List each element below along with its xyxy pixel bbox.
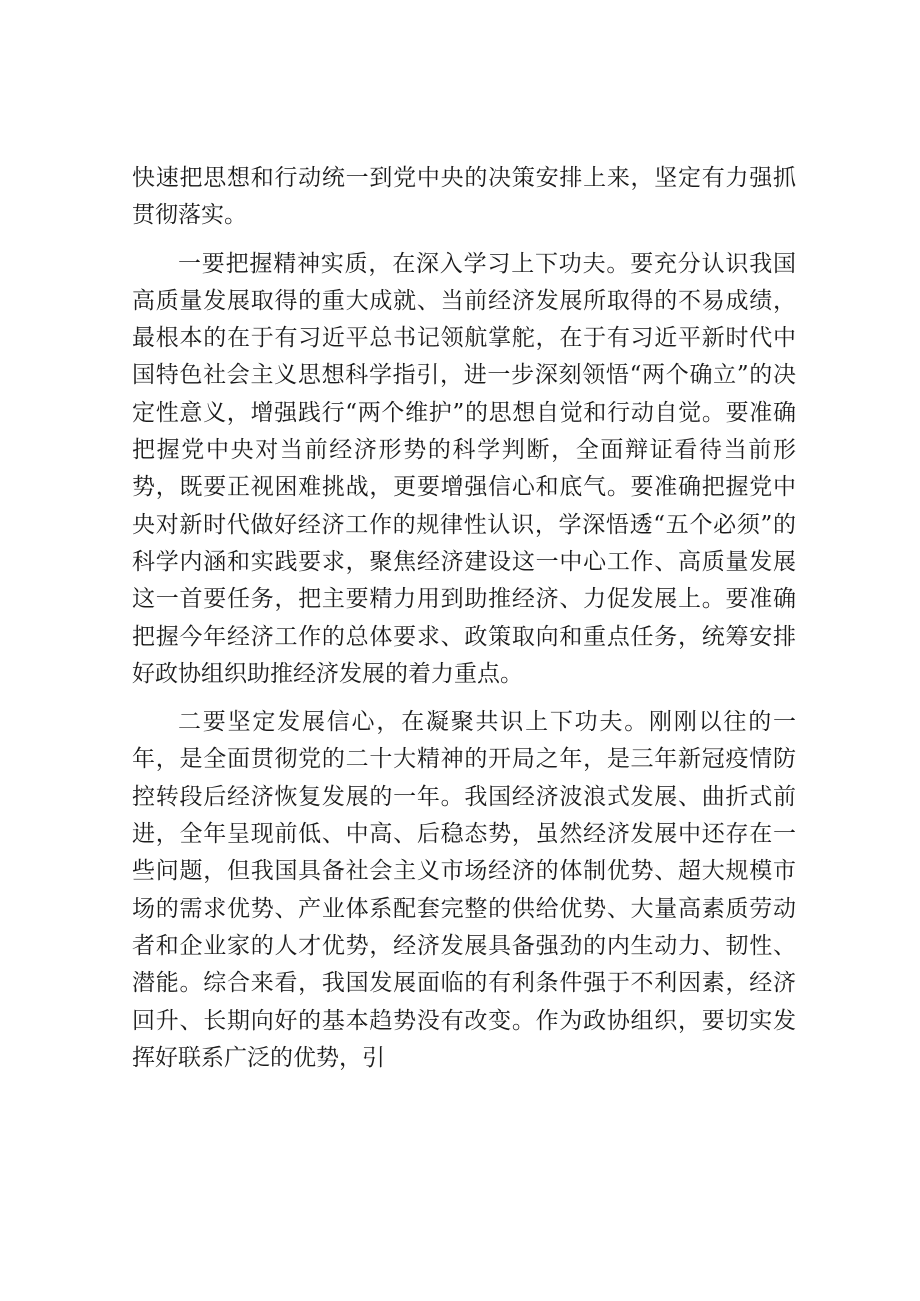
paragraph-grasp-essence: 一要把握精神实质，在深入学习上下功夫。要充分认识我国高质量发展取得的重大成就、当前经济发展所取得的不易成绩，最根本的在于有习近平总书记领航掌舵，在于有习近平新时代中国特色社会主义思想科学指引，进一步深刻领悟“两个确立”的决定性意义，增强践行“两个维护”的思想自觉和行动自觉。要准确把握党中央对当前经济形势的科学判断，全面辩证看待当前形势，既要正视困难挑战，更要增强信心和底气。要准确把握党中央对新时代做好经济工作的规律性认识，学深悟透“五个必须”的科学内涵和实践要求，聚焦经济建设这一中心工作、高质量发展这一首要任务，把主要精力用到助推经济、力促发展上。要准确把握今年经济工作的总体要求、政策取向和重点任务，统筹安排好政协组织助推经济发展的着力重点。 bbox=[132, 250, 796, 687]
paragraph-development-confidence: 二要坚定发展信心，在凝聚共识上下功夫。刚刚以往的一年，是全面贯彻党的二十大精神的开局之年，是三年新冠疫情防控转段后经济恢复发展的一年。我国经济波浪式发展、曲折式前进，全年呈现前低、中高、后稳态势，虽然经济发展中还存在一些问题，但我国具备社会主义市场经济的体制优势、超大规模市场的需求优势、产业体系配套完整的供给优势、大量高素质劳动者和企业家的人才优势，经济发展具备强劲的内生动力、韧性、潜能。综合来看，我国发展面临的有利条件强于不利因素，经济回升、长期向好的基本趋势没有改变。作为政协组织，要切实发挥好联系广泛的优势，引 bbox=[132, 709, 796, 1071]
document-body bbox=[132, 160, 796, 1088]
paragraph-continuation: 快速把思想和行动统一到党中央的决策安排上来，坚定有力强抓贯彻落实。 bbox=[132, 165, 796, 229]
